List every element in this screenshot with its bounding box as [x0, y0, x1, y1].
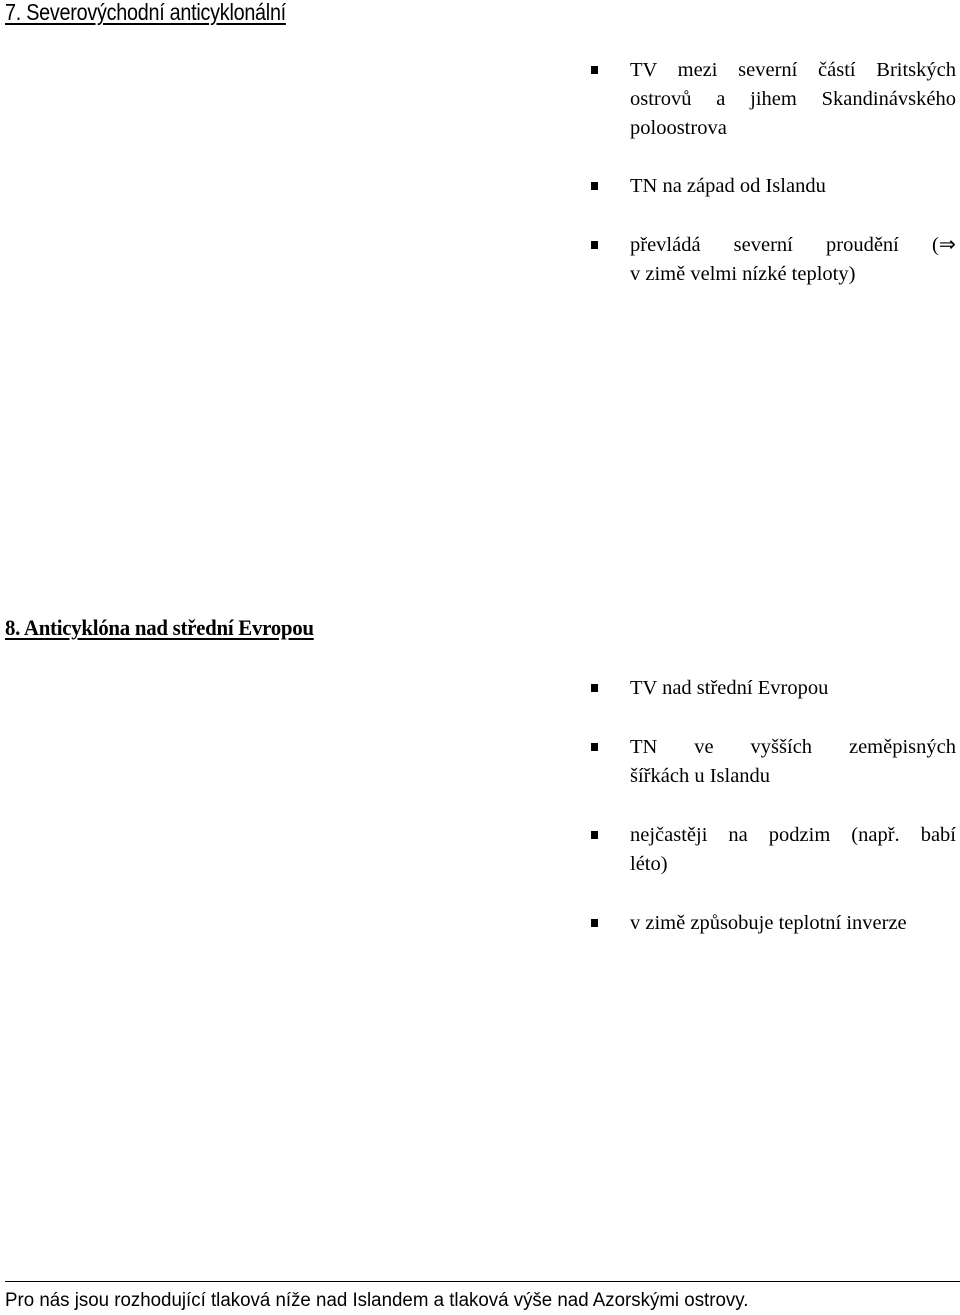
- list-item-text: [630, 821, 956, 879]
- footer-divider: [5, 1281, 960, 1282]
- square-bullet-icon: [591, 831, 598, 839]
- square-bullet-icon: [591, 684, 598, 692]
- list-item-line: TN ve vyšších zeměpisných: [630, 736, 956, 758]
- square-bullet-icon: [591, 182, 598, 190]
- list-item-line: TV mezi severní částí Britských ostrovů a jihem Skandinávského: [630, 59, 956, 110]
- square-bullet-icon: [591, 241, 598, 249]
- list-item-line: v zimě způsobuje teplotní inverze: [630, 912, 907, 934]
- list-item-line: TV nad střední Evropou: [630, 677, 829, 699]
- square-bullet-icon: [591, 919, 598, 927]
- section-8-heading: 8. Anticyklóna nad střední Evropou: [5, 615, 314, 640]
- list-item-text: [630, 56, 956, 143]
- list-item-line: poloostrova: [630, 117, 727, 139]
- list-item-text: [630, 733, 956, 791]
- list-item-line: léto): [630, 853, 668, 875]
- list-item-line: v zimě velmi nízké teploty): [630, 263, 856, 285]
- section-7-heading: 7. Severovýchodní anticyklonální: [5, 0, 286, 25]
- list-item-text: [630, 231, 956, 289]
- list-item-line: převládá severní proudění (⇒: [630, 234, 956, 256]
- list-item-line: TN na západ od Islandu: [630, 175, 826, 197]
- list-item-line: šířkách u Islandu: [630, 765, 771, 787]
- list-item-text: [630, 172, 956, 201]
- list-item-line: nejčastěji na podzim (např. babí: [630, 824, 956, 846]
- square-bullet-icon: [591, 743, 598, 751]
- square-bullet-icon: [591, 66, 598, 74]
- list-item-text: [630, 674, 956, 703]
- footer-note: Pro nás jsou rozhodující tlaková níže nad Islandem a tlaková výše nad Azorskými ostrovy.: [5, 1290, 749, 1311]
- list-item-text: [630, 909, 956, 938]
